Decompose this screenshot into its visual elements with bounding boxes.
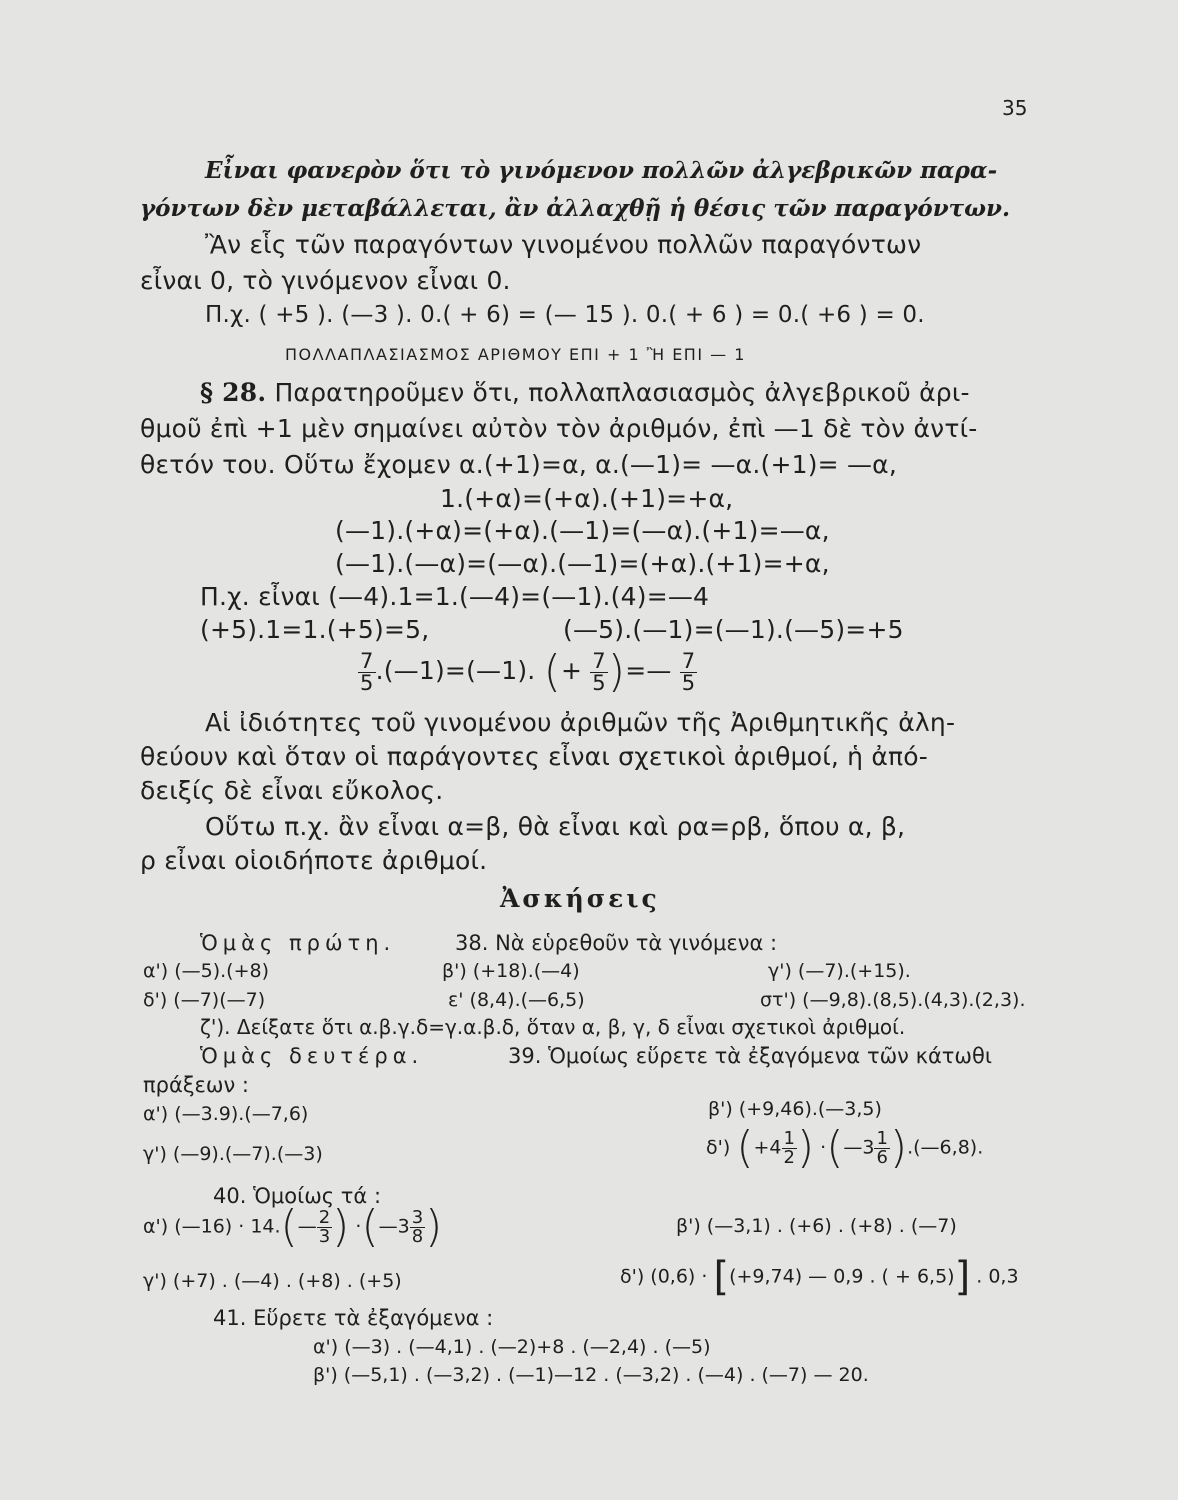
example-2b: (—5).(—1)=(—1).(—5)=+5 xyxy=(563,615,904,644)
exercise-39-label: 39. Ὁμοίως εὕρετε τὰ ἐξαγόμενα τῶν κάτωθι xyxy=(508,1044,992,1068)
section-heading: ΠΟΛΛΑΠΛΑΣΙΑΣΜΟΣ ΑΡΙΘΜΟΥ ΕΠΙ + 1 Ἢ ΕΠΙ — 1 xyxy=(285,345,746,364)
section-line-2: θμοῦ ἐπὶ +1 μὲν σημαίνει αὐτὸν τὸν ἀριθμόν, ἐπὶ —1 δὲ τὸν ἀντί- xyxy=(140,414,978,443)
fraction: $\frac{1}{2}$ xyxy=(783,1127,795,1168)
exercise-38-f: στ') (—9,8).(8,5).(4,3).(2,3). xyxy=(760,989,1026,1011)
exercise-38-c: γ') (—7).(+15). xyxy=(768,960,911,982)
zero-rule-example: Π.χ. ( +5 ). (—3 ). 0.( + 6) = (— 15 ). 0.( + 6 ) = 0.( +6 ) = 0. xyxy=(205,302,925,328)
equation-2: (—1).(+α)=(+α).(—1)=(—α).(+1)=—α, xyxy=(335,516,830,545)
fraction: $\frac{7}{5}$ xyxy=(681,648,696,695)
exercise-41-b: β') (—5,1) . (—3,2) . (—1)—12 . (—3,2) . (—4) . (—7) — 20. xyxy=(313,1364,869,1386)
exercise-39-a: α') (—3.9).(—7,6) xyxy=(143,1103,309,1125)
fraction: $\frac{2}{3}$ xyxy=(318,1206,331,1247)
example-3: $\frac{7}{5}$ .(—1)=(—1). (+ $\frac{7}{5}$ )=— $\frac{7}{5}$ xyxy=(360,646,696,697)
example-3-lead: .(—1)=(—1). xyxy=(375,656,536,685)
zero-rule-line-2: εἶναι 0, τὸ γινόμενον εἶναι 0. xyxy=(140,266,511,295)
section-line-1 xyxy=(200,378,970,407)
exercise-40-b: β') (—3,1) . (+6) . (+8) . (—7) xyxy=(676,1215,957,1237)
exercise-38-b: β') (+18).(—4) xyxy=(442,960,580,982)
theorem-line-1: Εἶναι φανερὸν ὅτι τὸ γινόμενον πολλῶν ἀλγεβρικῶν παρα- xyxy=(205,157,998,184)
exercise-41-label: 41. Εὕρετε τὰ ἐξαγόμενα : xyxy=(213,1306,494,1330)
fraction: $\frac{1}{6}$ xyxy=(876,1127,888,1168)
theorem-line-2: γόντων δὲν μεταβάλλεται, ἂν ἀλλαχθῇ ἡ θέσις τῶν παραγόντων. xyxy=(140,195,1010,222)
exercise-39-b: β') (+9,46).(—3,5) xyxy=(708,1098,882,1120)
section-text-1: Παρατηροῦμεν ὅτι, πολλαπλασιασμὸς ἀλγεβρικοῦ ἀρι- xyxy=(274,378,970,407)
equation-1: 1.(+α)=(+α).(+1)=+α, xyxy=(440,484,734,513)
exercise-40-a: α') (—16) · 14.(— $\frac{2}{3}$ ) ·(—3 $\frac{3}{8}$ ) xyxy=(143,1201,443,1252)
exercise-40-c: γ') (+7) . (—4) . (+8) . (+5) xyxy=(143,1270,402,1292)
properties-line-4: Οὕτω π.χ. ἂν εἶναι α=β, θὰ εἶναι καὶ ρα=ρβ, ὅπου α, β, xyxy=(205,812,906,841)
exercise-38-d: δ') (—7)(—7) xyxy=(143,989,266,1011)
fraction: $\frac{7}{5}$ xyxy=(592,648,606,695)
exercises-title: Ἀσκήσεις xyxy=(500,884,660,913)
fraction: $\frac{3}{8}$ xyxy=(411,1206,424,1247)
exercise-39-label-2: πράξεων : xyxy=(143,1073,249,1097)
group-2-label: Ὁμὰς δευτέρα. xyxy=(200,1044,424,1068)
exercise-38-a: α') (—5).(+8) xyxy=(143,960,269,982)
properties-line-3: δειξίς δὲ εἶναι εὔκολος. xyxy=(140,776,444,805)
properties-line-1: Αἱ ἰδιότητες τοῦ γινομένου ἀριθμῶν τῆς Ἀριθμητικῆς ἀλη- xyxy=(205,708,956,737)
exercise-41-a: α') (—3) . (—4,1) . (—2)+8 . (—2,4) . (—5) xyxy=(313,1336,711,1358)
zero-rule-line-1: Ἂν εἷς τῶν παραγόντων γινομένου πολλῶν παραγόντων xyxy=(205,230,922,259)
exercise-38-g: ζ'). Δείξατε ὅτι α.β.γ.δ=γ.α.β.δ, ὅταν α, β, γ, δ εἶναι σχετικοὶ ἀριθμοί. xyxy=(200,1015,906,1039)
example-1: Π.χ. εἶναι (—4).1=1.(—4)=(—1).(4)=—4 xyxy=(200,582,710,611)
properties-line-5: ρ εἶναι οἱοιδήποτε ἀριθμοί. xyxy=(140,846,488,875)
properties-line-2: θεύουν καὶ ὅταν οἱ παράγοντες εἶναι σχετικοὶ ἀριθμοί, ἡ ἀπό- xyxy=(140,742,928,771)
equation-3: (—1).(—α)=(—α).(—1)=(+α).(+1)=+α, xyxy=(335,549,830,578)
exercise-38-e: ε' (8,4).(—6,5) xyxy=(448,989,585,1011)
exercise-38-label: 38. Νὰ εὑρεθοῦν τὰ γινόμενα : xyxy=(455,931,778,955)
exercise-39-d: δ') (+4 $\frac{1}{2}$ ) ·(—3 $\frac{1}{6}$ ).(—6,8). xyxy=(706,1122,984,1173)
fraction: $\frac{7}{5}$ xyxy=(360,648,374,695)
exercise-39-c: γ') (—9).(—7).(—3) xyxy=(143,1143,323,1165)
example-2a: (+5).1=1.(+5)=5, xyxy=(200,615,430,644)
exercise-40-d: δ') (0,6) · [(+9,74) — 0,9 . ( + 6,5)] . 0,3 xyxy=(620,1254,1019,1300)
page-number: 35 xyxy=(1002,96,1028,120)
section-number: § 28. xyxy=(200,378,267,407)
exercise-40-label: 40. Ὁμοίως τά : xyxy=(213,1184,382,1208)
example-3-eq: =— xyxy=(625,656,672,685)
section-line-3: θετόν του. Οὕτω ἔχομεν α.(+1)=α, α.(—1)= —α.(+1)= —α, xyxy=(140,450,897,479)
group-1-label: Ὁμὰς πρώτη. xyxy=(200,931,396,955)
